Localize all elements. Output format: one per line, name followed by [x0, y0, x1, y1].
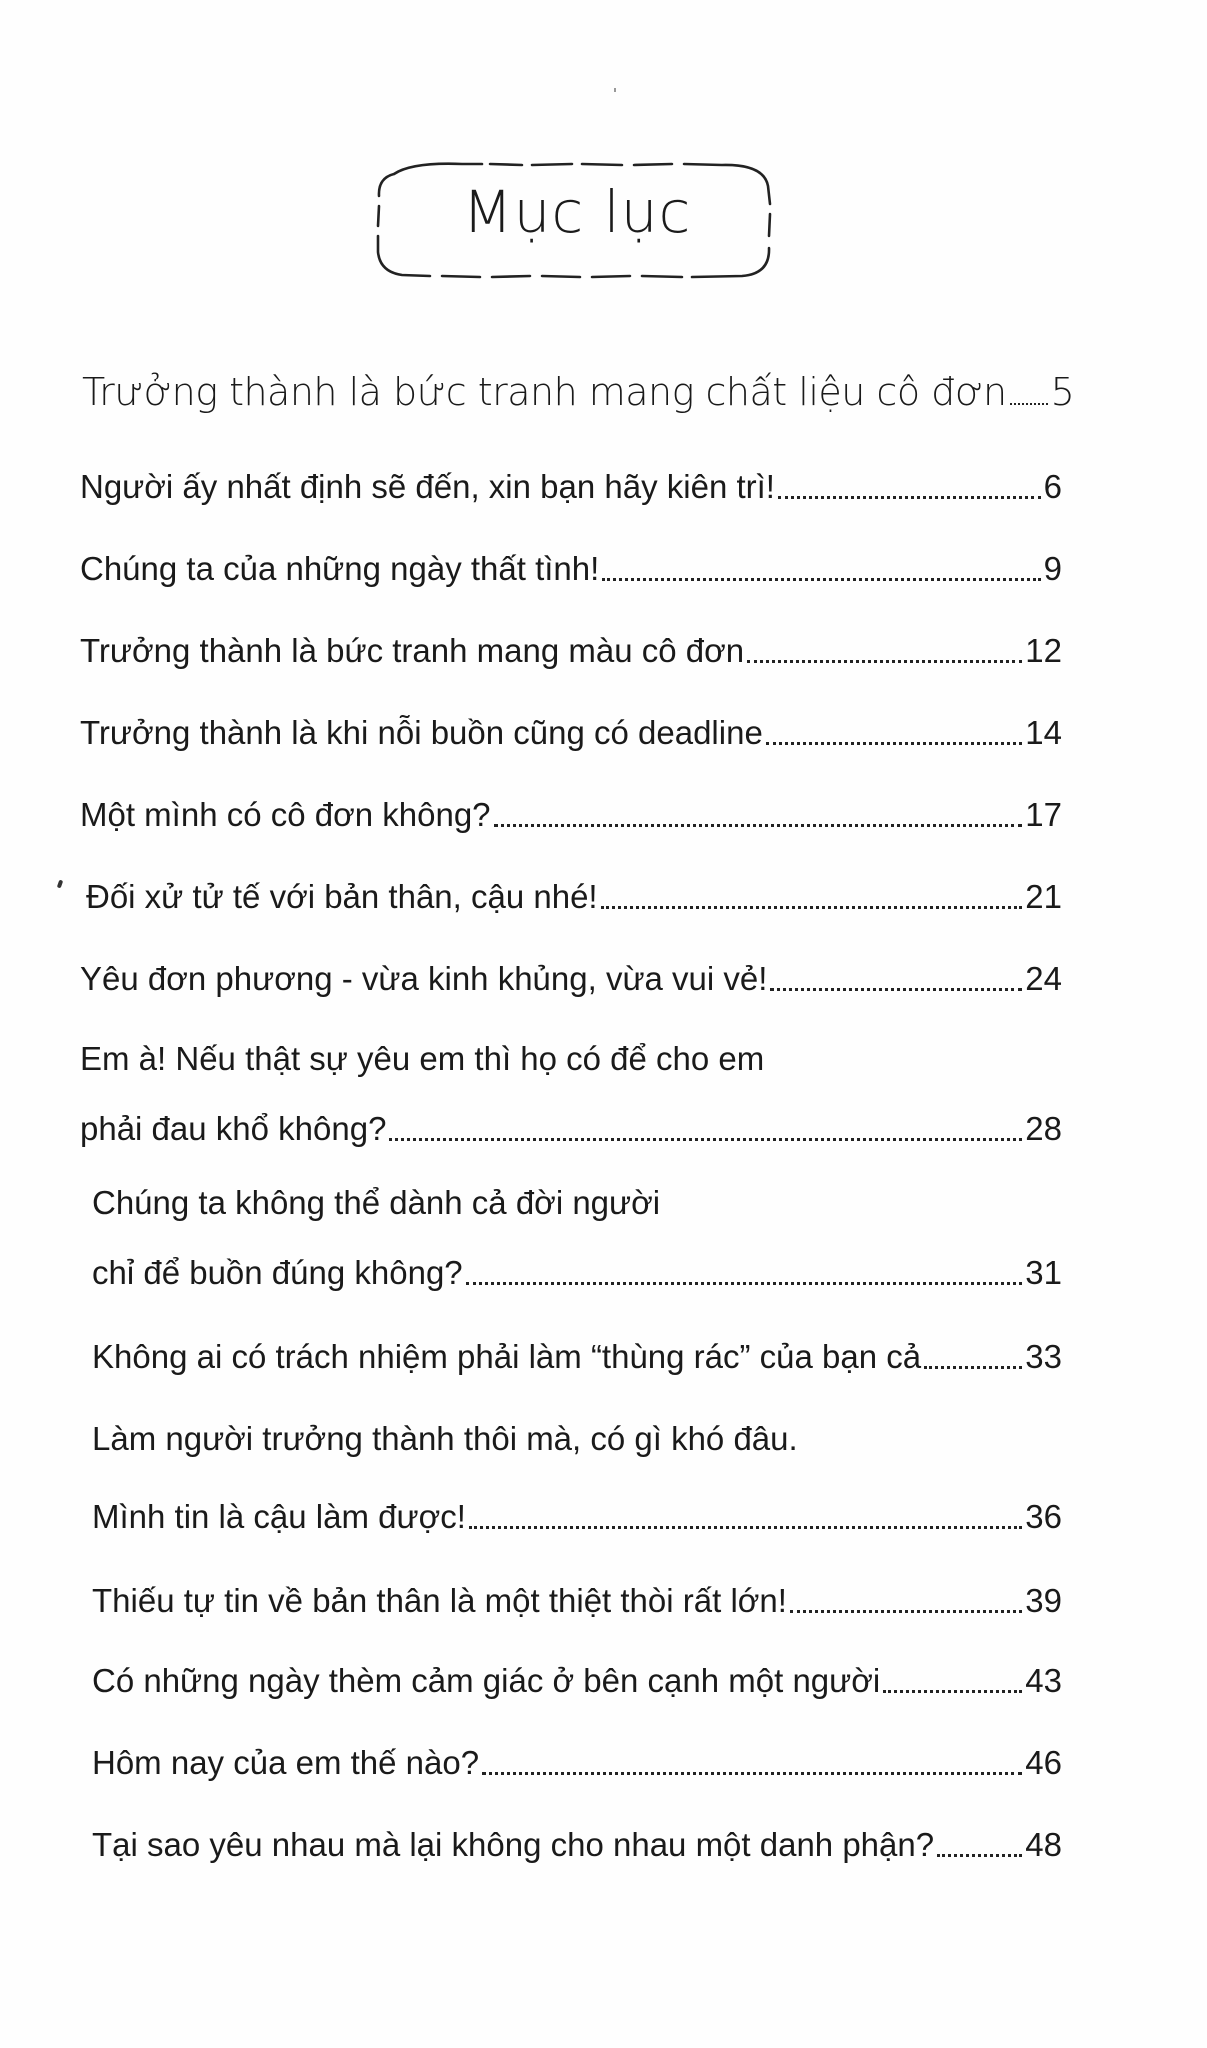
page-number: 36 [1025, 1498, 1062, 1535]
page-number: 46 [1025, 1744, 1062, 1781]
page-number: 43 [1025, 1662, 1062, 1699]
toc-entry[interactable] [86, 878, 1062, 916]
dot-leader [466, 1282, 1023, 1285]
dot-leader [770, 988, 1022, 991]
page-number: 31 [1025, 1254, 1062, 1291]
toc-entry[interactable] [80, 960, 1062, 998]
entry-title: Mình tin là cậu làm được! [92, 1498, 466, 1535]
dot-leader [1010, 403, 1048, 405]
toc-entry[interactable] [92, 1582, 1062, 1620]
page-number: 12 [1025, 632, 1062, 669]
page-title: Mục lục [462, 178, 692, 246]
entry-title-first-line: Làm người trưởng thành thôi mà, có gì khó đâu. [92, 1420, 798, 1457]
toc-entry[interactable] [80, 632, 1062, 670]
dot-leader [937, 1854, 1022, 1857]
toc-entry[interactable] [82, 370, 1075, 414]
page-number: 24 [1025, 960, 1062, 997]
toc-entry[interactable] [92, 1662, 1062, 1700]
dot-leader [601, 906, 1023, 909]
toc-entry[interactable] [92, 1744, 1062, 1782]
toc-entry[interactable] [80, 714, 1062, 752]
entry-title: Chúng ta của những ngày thất tình! [80, 550, 600, 587]
page-number: 21 [1025, 878, 1062, 915]
dot-leader [790, 1610, 1022, 1613]
toc-entry[interactable] [92, 1338, 1062, 1376]
dot-leader [766, 742, 1022, 745]
toc-entry[interactable] [80, 550, 1062, 588]
entry-title: phải đau khổ không? [80, 1110, 387, 1147]
toc-entry[interactable] [80, 468, 1062, 506]
page-number: 9 [1043, 550, 1062, 587]
page-number: 28 [1025, 1110, 1062, 1147]
page-number: 17 [1025, 796, 1062, 833]
entry-title: Người ấy nhất định sẽ đến, xin bạn hãy kiên trì! [80, 468, 775, 505]
dot-leader [924, 1366, 1022, 1369]
toc-entry[interactable] [80, 796, 1062, 834]
page-number: 6 [1043, 468, 1062, 505]
entry-title: Có những ngày thèm cảm giác ở bên cạnh một người [92, 1662, 881, 1699]
page-number: 14 [1025, 714, 1062, 751]
toc-entry[interactable] [92, 1826, 1062, 1864]
stray-ink-mark [57, 880, 63, 889]
entry-title: Đối xử tử tế với bản thân, cậu nhé! [86, 878, 598, 915]
dot-leader [482, 1772, 1022, 1775]
entry-title: Yêu đơn phương - vừa kinh khủng, vừa vui vẻ! [80, 960, 768, 997]
entry-title: Không ai có trách nhiệm phải làm “thùng rác” của bạn cả [92, 1338, 922, 1375]
dot-leader [778, 496, 1041, 499]
dot-leader [469, 1526, 1022, 1529]
entry-title-first-line: Em à! Nếu thật sự yêu em thì họ có để cho em [80, 1040, 765, 1077]
page-number: 48 [1025, 1826, 1062, 1863]
entry-title: chỉ để buồn đúng không? [92, 1254, 463, 1291]
entry-title: Trưởng thành là khi nỗi buồn cũng có deadline [80, 714, 763, 751]
entry-title: Một mình có cô đơn không? [80, 796, 491, 833]
entry-title: Trưởng thành là bức tranh mang chất liệu cô đơn [82, 370, 1007, 414]
entry-title: Trưởng thành là bức tranh mang màu cô đơn [80, 632, 745, 669]
entry-title: Hôm nay của em thế nào? [92, 1744, 480, 1781]
toc-entry[interactable] [92, 1498, 1062, 1536]
page-number: 33 [1025, 1338, 1062, 1375]
page-number: 39 [1025, 1582, 1062, 1619]
dot-leader [883, 1690, 1022, 1693]
dot-leader [494, 824, 1023, 827]
entry-title: Thiếu tự tin về bản thân là một thiệt thòi rất lớn! [92, 1582, 787, 1619]
page-number: 5 [1050, 370, 1075, 414]
dot-leader [747, 660, 1022, 663]
toc-entry[interactable] [92, 1254, 1062, 1292]
entry-title-first-line: Chúng ta không thể dành cả đời người [92, 1184, 661, 1221]
entry-title: Tại sao yêu nhau mà lại không cho nhau một danh phận? [92, 1826, 935, 1863]
dot-leader [602, 578, 1040, 581]
toc-entry[interactable] [80, 1110, 1062, 1148]
dot-leader [389, 1138, 1022, 1141]
